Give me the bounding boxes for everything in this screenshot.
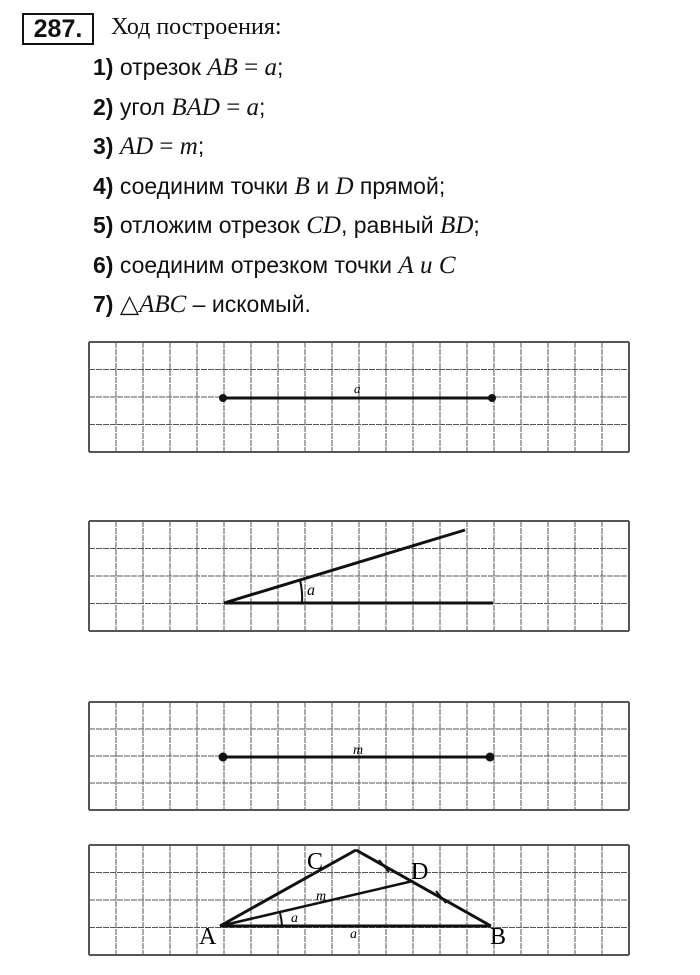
angle-label: a — [291, 911, 298, 926]
point-a-label: A — [199, 924, 217, 950]
step-text: ; — [259, 93, 266, 120]
segment-a-endpoint — [488, 394, 496, 402]
step-number: 6) — [93, 251, 114, 278]
step-5 — [93, 211, 480, 251]
step-3 — [93, 132, 480, 172]
step-math: A — [398, 251, 414, 279]
segment-m-label: m — [353, 743, 364, 758]
segment-m-endpoint — [486, 753, 495, 762]
step-text: , равный — [340, 212, 441, 238]
step-text: = — [237, 54, 265, 81]
step-text: и — [309, 172, 336, 199]
side-m-label: m — [316, 889, 327, 904]
step-number: 5) — [93, 212, 114, 238]
step-text: △ — [119, 291, 140, 318]
angle-arc — [300, 580, 302, 603]
problem-number: 287. — [22, 13, 94, 45]
step-number: 4) — [93, 172, 114, 199]
angle-arc — [280, 913, 282, 926]
grid — [89, 521, 629, 631]
segment-a-endpoint — [219, 394, 227, 402]
step-math: ABC — [139, 291, 187, 318]
step-math: a — [246, 93, 260, 121]
step-text: отрезок — [113, 54, 208, 80]
step-7 — [93, 290, 480, 330]
point-b-label: B — [490, 924, 507, 950]
step-math: a — [264, 54, 277, 81]
steps-list — [93, 53, 480, 330]
step-math: BAD — [171, 93, 220, 121]
step-math: AB — [207, 54, 238, 81]
step-1 — [93, 53, 480, 93]
step-text: = — [153, 133, 180, 160]
step-text: соединим отрезком точки — [113, 251, 399, 278]
point-c-label: C — [307, 849, 324, 875]
step-math: AD — [119, 133, 154, 160]
step-text: угол — [113, 93, 172, 120]
side-ac — [220, 850, 356, 926]
figure-segment-m — [88, 701, 630, 811]
angle-ray-sloped — [224, 530, 465, 603]
segment-a-label: a — [354, 381, 361, 396]
step-math: C — [438, 251, 456, 279]
step-6 — [93, 251, 480, 291]
step-text: отложим отрезок — [113, 212, 307, 238]
step-number: 3) — [93, 133, 114, 159]
point-d-label: D — [411, 859, 429, 885]
step-number: 7) — [93, 291, 114, 317]
step-number: 1) — [93, 54, 114, 80]
step-2 — [93, 93, 480, 133]
angle-label: a — [307, 582, 315, 599]
heading: Ход построения: — [111, 14, 282, 40]
step-math: BD — [440, 212, 474, 239]
step-4 — [93, 172, 480, 212]
step-math: и — [419, 251, 433, 279]
step-text: ; — [276, 54, 284, 80]
figure-angle — [88, 520, 630, 632]
step-text: ; — [197, 133, 205, 159]
step-math: CD — [306, 212, 341, 239]
step-math: B — [294, 172, 310, 200]
step-text: ; — [473, 212, 480, 238]
step-text: = — [219, 93, 247, 121]
figure-segment-a — [88, 341, 630, 453]
step-number: 2) — [93, 93, 114, 120]
step-math: D — [335, 172, 354, 200]
figure-triangle — [88, 844, 630, 956]
step-text: прямой; — [353, 172, 446, 199]
step-math: m — [179, 133, 198, 160]
side-a-label: a — [350, 927, 357, 942]
step-text: – искомый. — [186, 291, 311, 317]
tick-mark — [379, 860, 389, 872]
step-text: соединим точки — [113, 172, 295, 199]
grid — [89, 845, 629, 955]
segment-m-endpoint — [219, 753, 228, 762]
